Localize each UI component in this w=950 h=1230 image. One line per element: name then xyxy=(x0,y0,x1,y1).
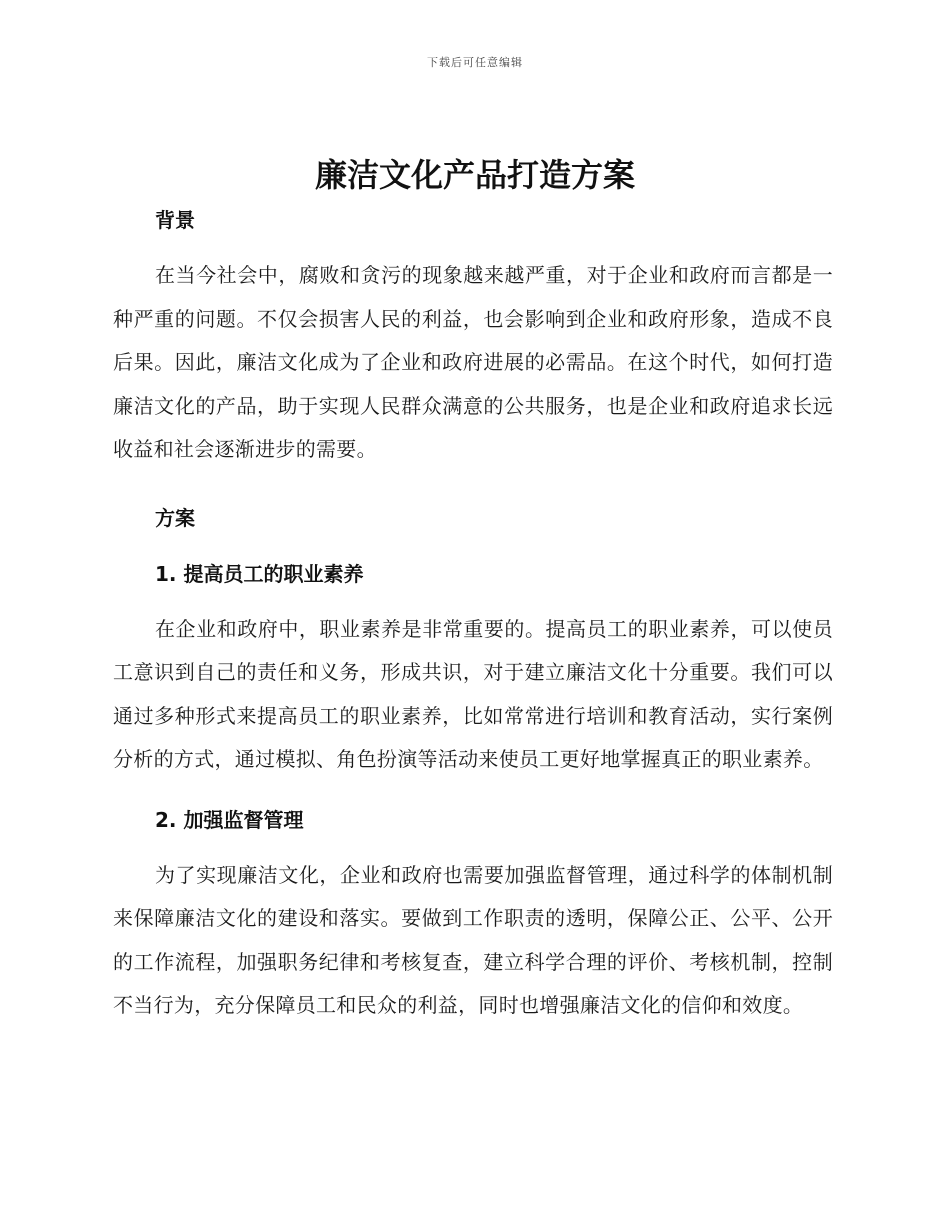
section-heading-background: 背景 xyxy=(155,208,195,232)
section-heading-plan: 方案 xyxy=(155,505,195,530)
document-body xyxy=(113,198,833,1028)
section-paragraph-background: 在当今社会中，腐败和贪污的现象越来越严重，对于企业和政府而言都是一种严重的问题。不仅会损害人民的利益，也会影响到企业和政府形象，造成不良后果。因此，廉洁文化成为了企业和政府进展的必需品。在这个时代，如何打造廉洁文化的产品，助于实现人民群众满意的公共服务，也是企业和政府追求长远收益和社会逐渐进步的需要。 xyxy=(113,263,833,461)
header-note: 下载后可任意编辑 xyxy=(427,56,523,69)
section-heading-professionalism: 1. 提高员工的职业素养 xyxy=(155,561,364,586)
section-paragraph-supervision: 为了实现廉洁文化，企业和政府也需要加强监督管理，通过科学的体制机制来保障廉洁文化的建设和落实。要做到工作职责的透明，保障公正、公平、公开的工作流程，加强职务纪律和考核复查，建立科学合理的评价、考核机制，控制不当行为，充分保障员工和民众的利益，同时也增强廉洁文化的信仰和效度。 xyxy=(113,862,833,1017)
section-heading-supervision: 2. 加强监督管理 xyxy=(155,807,304,832)
section-paragraph-professionalism: 在企业和政府中，职业素养是非常重要的。提高员工的职业素养，可以使员工意识到自己的责任和义务，形成共识，对于建立廉洁文化十分重要。我们可以通过多种形式来提高员工的职业素养，比如常常进行培训和教育活动，实行案例分析的方式，通过模拟、角色扮演等活动来使员工更好地掌握真正的职业素养。 xyxy=(113,616,833,771)
document-title: 廉洁文化产品打造方案 xyxy=(314,156,635,194)
